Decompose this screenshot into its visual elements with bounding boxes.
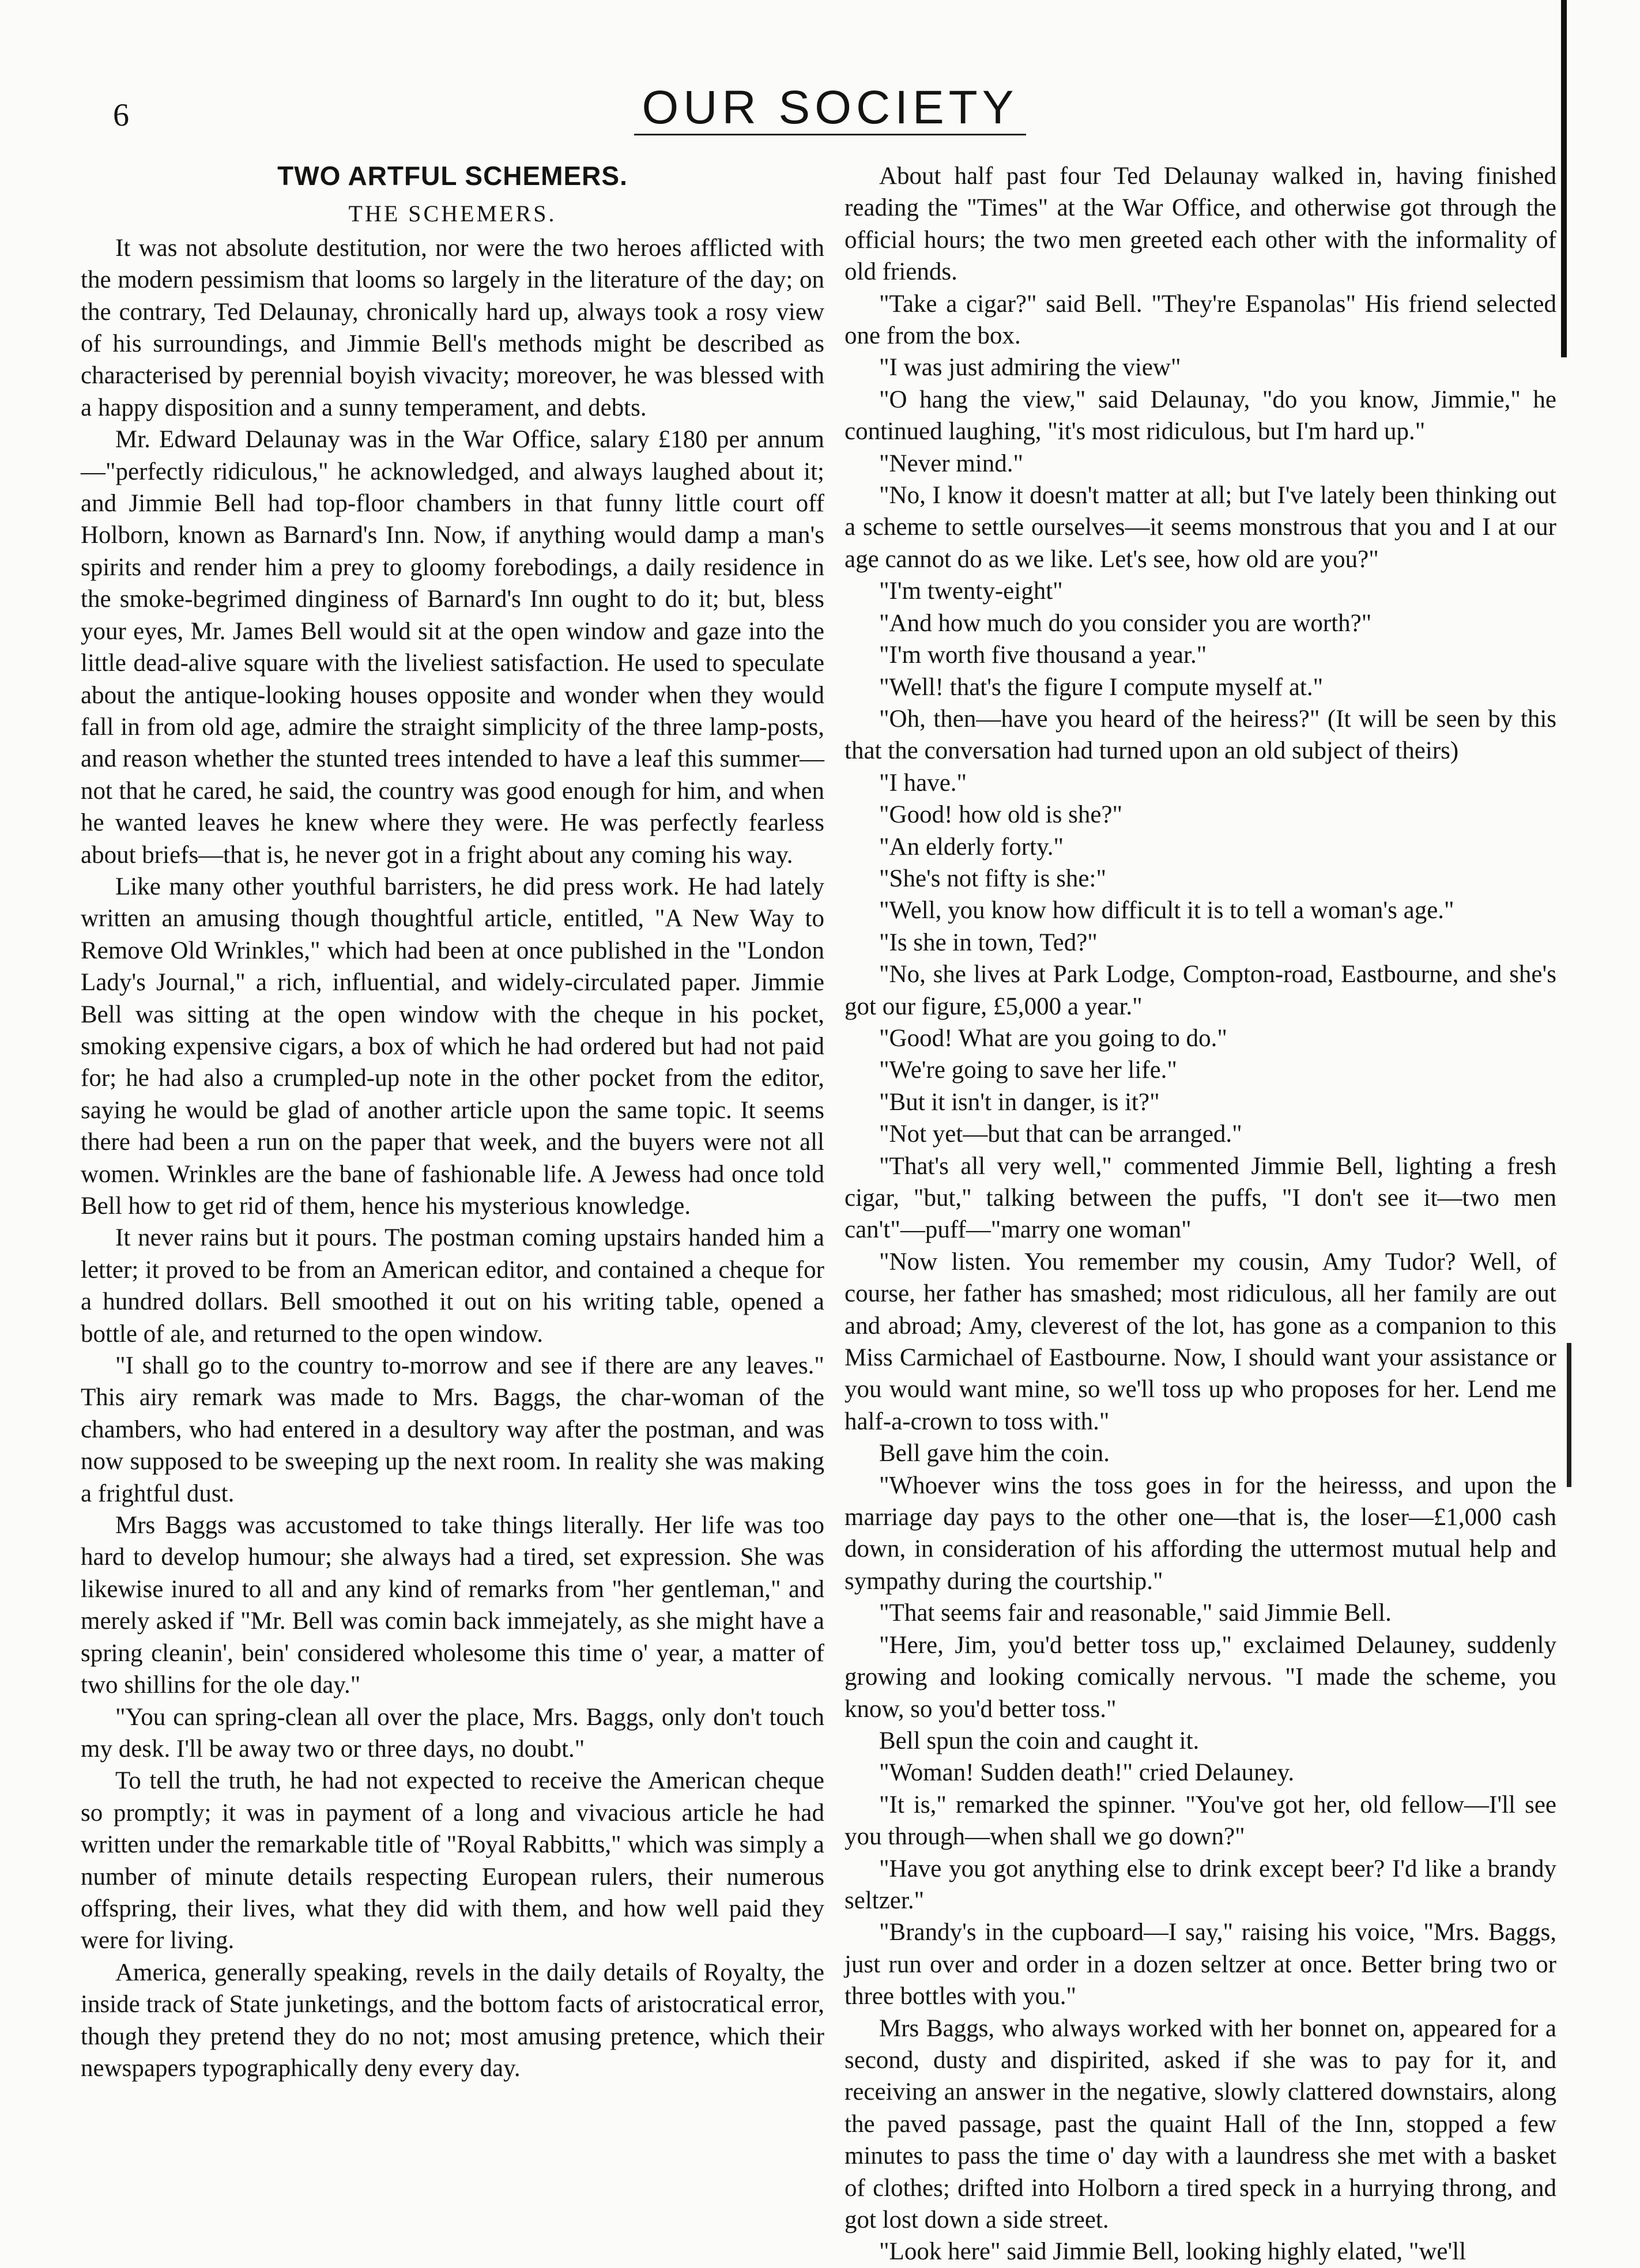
paragraph: "No, I know it doesn't matter at all; but I've lately been thinking out a scheme to settle ourselves—it seems monstrous that you and I at our age cannot do as we like. Let's see, how old are you?"	[844, 482, 1556, 573]
right-column	[844, 160, 1556, 2266]
paragraph: "I'm twenty-eight"	[879, 578, 1063, 605]
paragraph: "Well! that's the figure I compute myself at."	[879, 673, 1324, 701]
paragraph: "That's all very well," commented Jimmie Bell, lighting a fresh cigar, "but," talking between the puffs, "I don't see it—two men can't"—puff—"marry one woman"	[844, 1152, 1556, 1244]
paragraph: Like many other youthful barristers, he did press work. He had lately written an amusing though thoughtful article, entitled, "A New Way to Remove Old Wrinkles," which had been at once published in the "London Lady's Journal," a rich, influential, and widely-circulated paper. Jimmie Bell was sitting at the open window with the cheque in his pocket, smoking expensive cigars, a box of which he had ordered but had not paid for; he had also a crumpled-up note in the other pocket from the editor, saying he would be glad of another article upon the same topic. It seems there had been a run on the paper that week, and the buyers were not all women. Wrinkles are the bane of fashionable life. A Jewess had once told Bell how to get rid of them, hence his mysterious knowledge.	[81, 873, 824, 1220]
article-title: TWO ARTFUL SCHEMERS.	[277, 161, 628, 191]
paragraph: "Oh, then—have you heard of the heiress?" (It will be seen by this that the conversation had turned upon an old subject of theirs)	[844, 705, 1556, 765]
paragraph: "But it isn't in danger, is it?"	[879, 1088, 1160, 1116]
paragraph: "Is she in town, Ted?"	[879, 929, 1098, 956]
paragraph: "Take a cigar?" said Bell. "They're Espanolas" His friend selected one from the box.	[844, 290, 1556, 350]
paragraph: To tell the truth, he had not expected to receive the American cheque so promptly; it was in payment of a long and vivacious article he had written under the remarkable title of "Royal Rabbitts," which was simply a number of minute details respecting European rulers, their numerous offspring, their lives, what they did with them, and how well paid they were for living.	[81, 1767, 824, 1954]
page-edge-shadow-lower	[1567, 1343, 1571, 1487]
paragraph: Mr. Edward Delaunay was in the War Office, salary £180 per annum—"perfectly ridiculous," he acknowledged, and always laughed about it; and Jimmie Bell had top-floor chambers in that funny little court off Holborn, known as Barnard's Inn. Now, if anything would damp a man's spirits and render him a prey to gloomy forebodings, a daily residence in the smoke-begrimed dinginess of Barnard's Inn ought to do it; but, bless your eyes, Mr. James Bell would sit at the open window and gaze into the little dead-alive square with the liveliest satisfaction. He used to speculate about the antique-looking houses opposite and wonder when they would fall in from old age, admire the straight simplicity of the three lamp-posts, and reason whether the stunted trees intended to have a leaf this summer—not that he cared, he said, the country was good enough for him, and when he wanted leaves he knew where they were. He was perfectly fearless about briefs—that is, he never got in a fright about any coming his way.	[81, 426, 824, 869]
paragraph: It never rains but it pours. The postman coming upstairs handed him a letter; it proved to be from an American editor, and contained a cheque for a hundred dollars. Bell smoothed it out on his writing table, opened a bottle of ale, and returned to the open window.	[81, 1224, 824, 1348]
section-title: THE SCHEMERS.	[348, 201, 557, 227]
paragraph: "We're going to save her life."	[879, 1056, 1177, 1084]
paragraph: "I have."	[879, 769, 967, 797]
paragraph: "O hang the view," said Delaunay, "do you know, Jimmie," he continued laughing, "it's most ridiculous, but I'm hard up."	[844, 386, 1556, 446]
paragraph: "I shall go to the country to-morrow and see if there are any leaves." This airy remark was made to Mrs. Baggs, the char-woman of the chambers, who had entered in a desultory way after the postman, and was now supposed to be sweeping up the next room. In reality she was making a frightful dust.	[81, 1352, 824, 1507]
paragraph: "Whoever wins the toss goes in for the heiresss, and upon the marriage day pays to the other one—that is, the loser—£1,000 cash down, in consideration of his affording the uttermost mutual help and sympathy during the courtship."	[844, 1471, 1556, 1595]
paragraph: "I was just admiring the view"	[879, 354, 1181, 382]
paragraph: Mrs Baggs, who always worked with her bonnet on, appeared for a second, dusty and dispirited, asked if she was to pay for it, and receiving an answer in the negative, slowly clattered downstairs, along the paved passage, past the quaint Hall of the Inn, stopped a few minutes to pass the time o' day with a laundress she met with a basket of clothes; drifted into Holborn a tired speck in a hurrying throng, and got lost down a side street.	[844, 2014, 1556, 2233]
paragraph: "Good! What are you going to do."	[879, 1024, 1227, 1052]
paragraph: America, generally speaking, revels in the daily details of Royalty, the inside track of State junketings, and the bottom facts of aristocratical error, though they pretend they do no not; most amusing pretence, which their newspapers typographically deny every day.	[81, 1958, 824, 2082]
paragraph: "Have you got anything else to drink except beer? I'd like a brandy seltzer."	[844, 1855, 1556, 1914]
left-column	[81, 160, 824, 2082]
paragraph: "And how much do you consider you are worth?"	[879, 609, 1372, 637]
paragraph: Bell gave him the coin.	[879, 1440, 1110, 1467]
paragraph: "No, she lives at Park Lodge, Compton-road, Eastbourne, and she's got our figure, £5,000 a year."	[844, 961, 1556, 1020]
header-rule	[634, 134, 1026, 135]
publication-title: OUR SOCIETY	[642, 81, 1019, 134]
paragraph: "She's not fifty is she:"	[879, 865, 1107, 892]
right-column-text	[844, 160, 1556, 2268]
paragraph: "Never mind."	[879, 450, 1024, 477]
paragraph: "An elderly forty."	[879, 833, 1064, 861]
paragraph: "It is," remarked the spinner. "You've got her, old fellow—I'll see you through—when shall we go down?"	[844, 1791, 1556, 1851]
paragraph: "That seems fair and reasonable," said Jimmie Bell.	[879, 1599, 1392, 1627]
paragraph: "Well, you know how difficult it is to tell a woman's age."	[879, 897, 1454, 924]
paragraph: Mrs Baggs was accustomed to take things literally. Her life was too hard to develop humour; she always had a tired, set expression. She was likewise inured to all and any kind of remarks from "her gentleman," and merely asked if "Mr. Bell was comin back immejately, as she might have a spring cleanin', bein' considered wholesome this time o' year, a matter of two shillins for the ole day."	[81, 1512, 824, 1699]
paragraph: "Brandy's in the cupboard—I say," raising his voice, "Mrs. Baggs, just run over and order in a dozen seltzer at once. Better bring two or three bottles with you."	[844, 1919, 1556, 2010]
paragraph: "Good! how old is she?"	[879, 801, 1123, 829]
paragraph: "You can spring-clean all over the place, Mrs. Baggs, only don't touch my desk. I'll be away two or three days, no doubt."	[81, 1703, 824, 1763]
paragraph: "Here, Jim, you'd better toss up," exclaimed Delauney, suddenly growing and looking comically nervous. "I made the scheme, you know, so you'd better toss."	[844, 1631, 1556, 1723]
paragraph: "Now listen. You remember my cousin, Amy Tudor? Well, of course, her father has smashed; most ridiculous, all her family are out and abroad; Amy, cleverest of the lot, has gone as a companion to this Miss Carmichael of Eastbourne. Now, I should want your assistance or you would want mine, so we'll toss up who proposes for her. Lend me half-a-crown to toss with."	[844, 1248, 1556, 1435]
paragraph: It was not absolute destitution, nor were the two heroes afflicted with the modern pessimism that looms so largely in the literature of the day; on the contrary, Ted Delaunay, chronically hard up, always took a rosy view of his surroundings, and Jimmie Bell's methods might be described as characterised by perennial boyish vivacity; moreover, he was blessed with a happy disposition and a sunny temperament, and debts.	[81, 234, 824, 421]
paragraph: "Not yet—but that can be arranged."	[879, 1120, 1242, 1148]
paragraph: "I'm worth five thousand a year."	[879, 641, 1207, 669]
paragraph: "Woman! Sudden death!" cried Delauney.	[879, 1759, 1295, 1787]
page-edge-shadow	[1561, 0, 1567, 357]
paragraph: About half past four Ted Delaunay walked in, having finished reading the "Times" at the War Office, and otherwise got through the official hours; the two men greeted each other with the informality of old friends.	[844, 163, 1556, 286]
page-number: 6	[113, 97, 130, 133]
paragraph: "Look here" said Jimmie Bell, looking highly elated, "we'll	[879, 2238, 1466, 2266]
left-column-text	[81, 232, 824, 2085]
paragraph: Bell spun the coin and caught it.	[879, 1727, 1200, 1754]
